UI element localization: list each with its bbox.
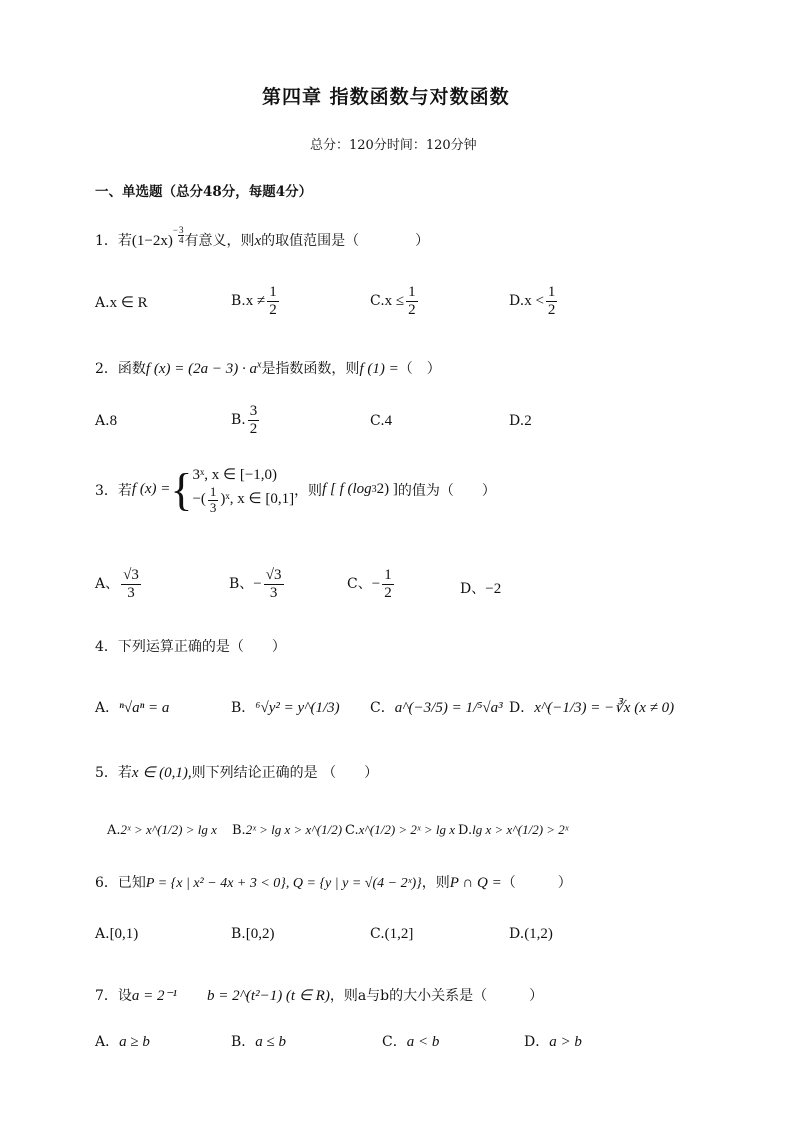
question-7: 7．设a = 2⁻¹ b = 2^(t²−1) (t ∈ R)，则a与b的大小关系是（ ） xyxy=(95,988,544,1004)
q1-tail: 的取值范围是（ ） xyxy=(261,233,430,249)
question-6: 6．已知P = {x | x² − 4x + 3 < 0}, Q = {y | y = √(4 − 2ˣ)}，则P ∩ Q =（ ） xyxy=(95,875,572,891)
question-1 xyxy=(95,226,429,250)
q6-option-d[interactable]: D.(1,2) xyxy=(509,926,553,942)
q7-option-a[interactable]: A．a ≥ b xyxy=(95,1034,150,1050)
q4-option-a[interactable]: A．ⁿ√aⁿ = a xyxy=(95,700,170,716)
q1-option-c[interactable]: C.x ≤ $\frac{1}{2}$ xyxy=(370,284,416,318)
q1-option-b[interactable]: B.x ≠ $\frac{1}{2}$ xyxy=(231,284,277,318)
question-3: 3．若 f (x) = { 3ˣ, x ∈ [−1,0) −( $\frac{1}{3}$ )ˣ, x ∈ [0,1] ，则 f [ f (log 3 2) ] 的值为（ ） xyxy=(95,463,496,515)
q5-option-b[interactable]: B.2ˣ > lg x > x^(1/2) xyxy=(232,822,343,838)
q3-option-c[interactable]: C、− $\frac{1}{2}$ xyxy=(347,567,392,601)
q1-base: (1−2x) xyxy=(131,233,173,249)
q1-number: 1．若 xyxy=(95,233,132,249)
q1-option-a[interactable]: A.x ∈ R xyxy=(95,295,148,311)
q6-option-c[interactable]: C.(1,2] xyxy=(370,926,414,942)
q4-option-b[interactable]: B．⁶√y² = y^(1/3) xyxy=(231,700,340,716)
page-subtitle: 总分：120分时间：120分钟 xyxy=(310,138,477,153)
q3-option-b[interactable]: B、− $\frac{√3}{3}$ xyxy=(229,567,282,601)
q1-exponent: − xyxy=(172,225,178,235)
section-heading: 一、单选题（总分48分，每题4分） xyxy=(95,184,313,200)
q2-option-b[interactable]: B. $\frac{3}{2}$ xyxy=(231,403,258,437)
q7-option-b[interactable]: B．a ≤ b xyxy=(231,1034,287,1050)
q6-option-b[interactable]: B.[0,2) xyxy=(231,926,275,942)
q1-exponent-frac: $\frac{3}{4}$ xyxy=(178,225,184,245)
q5-option-d[interactable]: D.lg x > x^(1/2) > 2ˣ xyxy=(458,822,569,838)
q1-var: x xyxy=(254,233,262,249)
q3-option-a[interactable]: A、 $\frac{√3}{3}$ xyxy=(95,567,139,601)
q4-option-c[interactable]: C．a^(−3/5) = 1/⁵√a³ xyxy=(370,700,503,716)
question-2: 2．函数f $(x) = (2a - 3) \cdot a^x$是指数函数，则f (1) =（ ） xyxy=(95,359,441,377)
q1-mid: 有意义，则 xyxy=(184,233,255,249)
q3-option-d[interactable]: D、−2 xyxy=(460,581,502,597)
question-5: 5．若x ∈ (0,1),则下列结论正确的是 （ ） xyxy=(95,765,379,781)
q2-option-d[interactable]: D.2 xyxy=(509,413,532,429)
piecewise-brace: { xyxy=(170,463,193,515)
q6-option-a[interactable]: A.[0,1) xyxy=(95,926,139,942)
q2-option-c[interactable]: C.4 xyxy=(370,413,393,429)
question-4: 4．下列运算正确的是（ ） xyxy=(95,639,286,655)
q5-option-c[interactable]: C.x^(1/2) > 2ˣ > lg x xyxy=(345,822,455,838)
q1-option-d[interactable]: D.x < $\frac{1}{2}$ xyxy=(509,284,556,318)
q4-option-d[interactable]: D．x^(−1/3) = −∛x (x ≠ 0) xyxy=(509,700,675,716)
piecewise-cases: 3ˣ, x ∈ [−1,0) −( $\frac{1}{3}$ )ˣ, x ∈ [0,1] xyxy=(192,467,295,515)
q7-option-c[interactable]: C．a < b xyxy=(382,1034,440,1050)
q2-option-a[interactable]: A.8 xyxy=(95,413,118,429)
page-title: 第四章 指数函数与对数函数 xyxy=(262,86,510,108)
q5-option-a[interactable]: A.2ˣ > x^(1/2) > lg x xyxy=(107,822,217,838)
q7-option-d[interactable]: D．a > b xyxy=(524,1034,582,1050)
